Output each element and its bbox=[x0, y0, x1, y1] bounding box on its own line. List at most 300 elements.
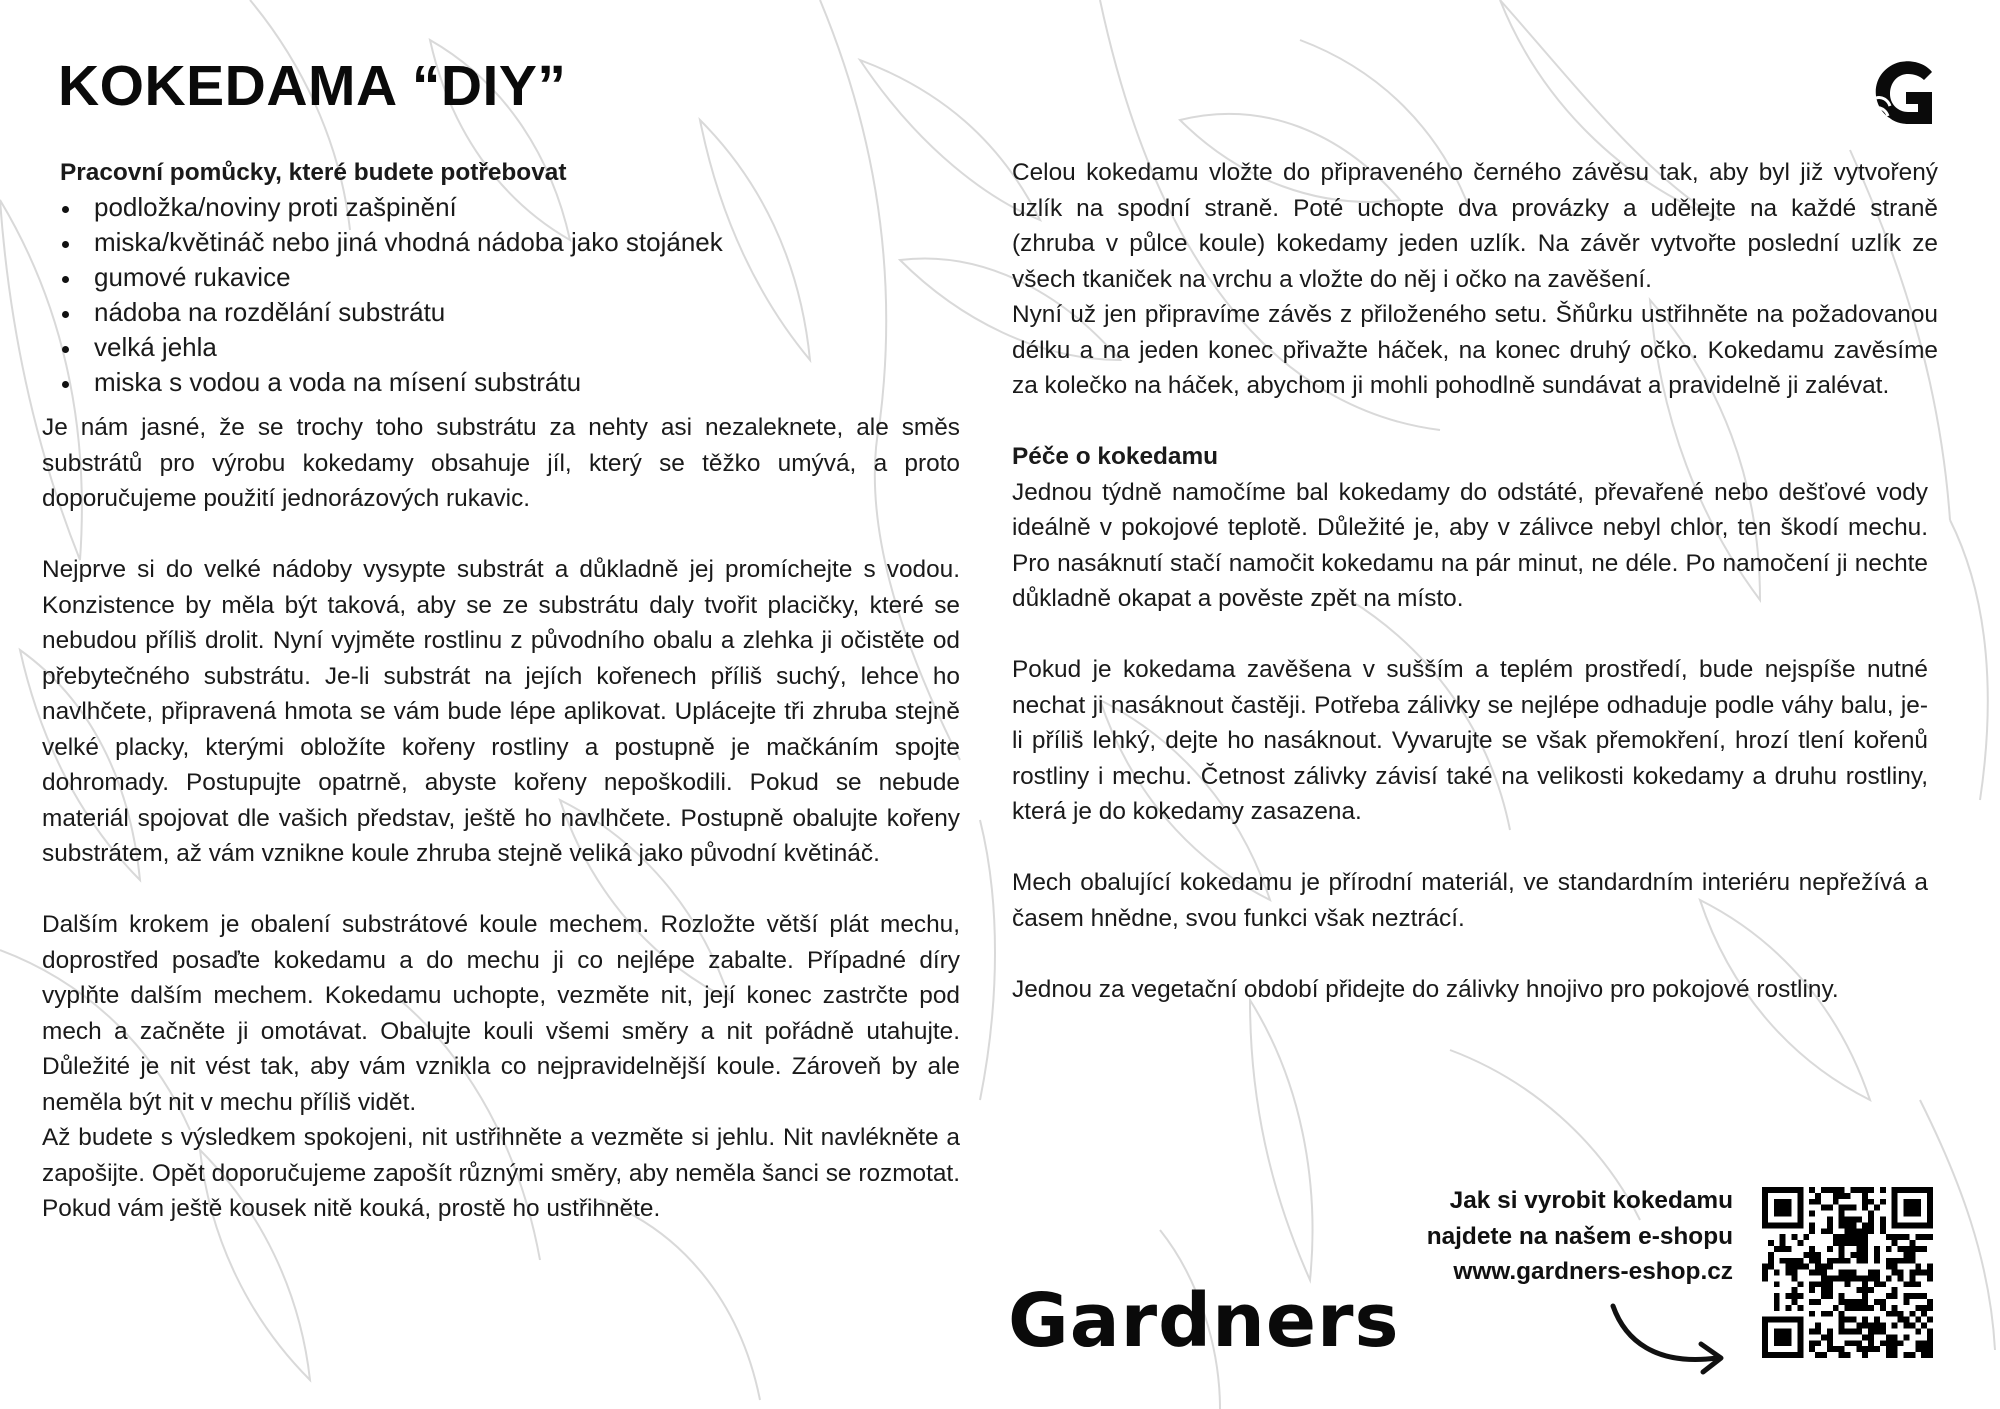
qr-module bbox=[1780, 1240, 1786, 1246]
qr-module bbox=[1821, 1334, 1827, 1340]
qr-module bbox=[1921, 1311, 1927, 1317]
qr-module bbox=[1856, 1234, 1862, 1240]
qr-module bbox=[1821, 1287, 1827, 1293]
qr-module bbox=[1886, 1334, 1892, 1340]
qr-module bbox=[1927, 1352, 1933, 1358]
qr-module bbox=[1821, 1187, 1827, 1193]
qr-module bbox=[1915, 1305, 1921, 1311]
qr-module bbox=[1862, 1323, 1868, 1329]
qr-module bbox=[1874, 1205, 1880, 1211]
qr-module bbox=[1862, 1246, 1868, 1252]
qr-module bbox=[1868, 1323, 1874, 1329]
qr-module bbox=[1909, 1293, 1915, 1299]
qr-module bbox=[1927, 1299, 1933, 1305]
qr-module bbox=[1839, 1246, 1845, 1252]
qr-module bbox=[1856, 1228, 1862, 1234]
qr-module bbox=[1880, 1216, 1886, 1222]
qr-module bbox=[1856, 1305, 1862, 1311]
qr-module bbox=[1833, 1199, 1839, 1205]
qr-module bbox=[1856, 1323, 1862, 1329]
qr-module bbox=[1845, 1258, 1851, 1264]
qr-module bbox=[1809, 1199, 1815, 1205]
qr-module bbox=[1892, 1258, 1898, 1264]
qr-module bbox=[1909, 1311, 1915, 1317]
tools-list-item: miska s vodou a voda na mísení substrátu bbox=[60, 365, 960, 400]
qr-module bbox=[1815, 1329, 1821, 1335]
qr-module bbox=[1856, 1299, 1862, 1305]
qr-module bbox=[1815, 1264, 1821, 1270]
qr-module bbox=[1839, 1240, 1845, 1246]
qr-module bbox=[1797, 1258, 1803, 1264]
qr-module bbox=[1827, 1187, 1833, 1193]
qr-module bbox=[1821, 1205, 1827, 1211]
qr-module bbox=[1827, 1264, 1833, 1270]
qr-module bbox=[1927, 1275, 1933, 1281]
qr-module bbox=[1904, 1317, 1910, 1323]
qr-module bbox=[1815, 1270, 1821, 1276]
qr-module bbox=[1791, 1270, 1797, 1276]
qr-module bbox=[1845, 1305, 1851, 1311]
qr-module bbox=[1845, 1222, 1851, 1228]
eshop-url[interactable]: www.gardners-eshop.cz bbox=[1453, 1258, 1733, 1285]
qr-module bbox=[1892, 1334, 1898, 1340]
qr-module bbox=[1868, 1305, 1874, 1311]
sewing-paragraph: Až budete s výsledkem spokojeni, nit ustřihněte a vezměte si jehlu. Nit navlékněte a zapošijte. Opět doporučujeme zapošít různými směry, aby neměla šanci se rozmotat. Pokud vám ještě kousek nitě kouká, prostě ho ustřihněte. bbox=[42, 1124, 960, 1222]
qr-module bbox=[1803, 1264, 1809, 1270]
qr-module bbox=[1927, 1305, 1933, 1311]
qr-module bbox=[1821, 1352, 1827, 1358]
qr-module bbox=[1821, 1270, 1827, 1276]
qr-module bbox=[1904, 1252, 1910, 1258]
qr-module bbox=[1850, 1317, 1856, 1323]
qr-module bbox=[1845, 1193, 1851, 1199]
qr-module bbox=[1791, 1275, 1797, 1281]
qr-module bbox=[1892, 1240, 1898, 1246]
qr-module bbox=[1909, 1246, 1915, 1252]
qr-module bbox=[1780, 1258, 1786, 1264]
qr-module bbox=[1880, 1228, 1886, 1234]
care-paragraph: Pokud je kokedama zavěšena v sušším a teplém prostředí, bude nejspíše nutné nechat ji nasáknout častěji. Potřeba zálivky se nejlépe odhaduje podle váhy balu, je-li příliš lehký, dejte ho nasáknout. Vyvarujte se však přemokření, hrozí tlení kořenů rostliny i mechu. Četnost zálivky závisí také na velikosti kokedamy a druhu rostliny, která je do kokedamy zasazena. bbox=[1012, 656, 1928, 825]
qr-module bbox=[1862, 1275, 1868, 1281]
qr-module bbox=[1921, 1323, 1927, 1329]
qr-module bbox=[1809, 1222, 1815, 1228]
qr-module bbox=[1886, 1352, 1892, 1358]
qr-module bbox=[1874, 1246, 1880, 1252]
qr-module bbox=[1774, 1293, 1780, 1299]
qr-module bbox=[1821, 1281, 1827, 1287]
qr-module bbox=[1909, 1270, 1915, 1276]
qr-module bbox=[1892, 1287, 1898, 1293]
qr-module bbox=[1839, 1252, 1845, 1258]
qr-module bbox=[1921, 1352, 1927, 1358]
qr-module bbox=[1839, 1222, 1845, 1228]
qr-module bbox=[1904, 1281, 1910, 1287]
qr-module bbox=[1809, 1329, 1815, 1335]
qr-module bbox=[1862, 1205, 1868, 1211]
qr-module bbox=[1927, 1234, 1933, 1240]
qr-module bbox=[1886, 1275, 1892, 1281]
curved-arrow-icon bbox=[1605, 1300, 1735, 1375]
care-paragraph: Mech obalující kokedamu je přírodní materiál, ve standardním interiéru nepřežívá a časem hnědne, svou funkci však neztrácí. bbox=[1012, 869, 1928, 932]
qr-module bbox=[1839, 1346, 1845, 1352]
qr-module bbox=[1833, 1234, 1839, 1240]
qr-module bbox=[1827, 1334, 1833, 1340]
qr-module bbox=[1862, 1352, 1868, 1358]
qr-module bbox=[1892, 1346, 1898, 1352]
qr-module bbox=[1791, 1234, 1797, 1240]
qr-module bbox=[1815, 1258, 1821, 1264]
qr-module bbox=[1833, 1240, 1839, 1246]
qr-module bbox=[1809, 1346, 1815, 1352]
qr-module bbox=[1886, 1258, 1892, 1264]
qr-module bbox=[1892, 1311, 1898, 1317]
qr-module bbox=[1868, 1329, 1874, 1335]
qr-module bbox=[1868, 1187, 1874, 1193]
qr-module bbox=[1886, 1293, 1892, 1299]
qr-module bbox=[1850, 1222, 1856, 1228]
qr-module bbox=[1815, 1299, 1821, 1305]
qr-module bbox=[1909, 1281, 1915, 1287]
qr-module bbox=[1803, 1252, 1809, 1258]
qr-module bbox=[1874, 1323, 1880, 1329]
qr-module bbox=[1791, 1287, 1797, 1293]
qr-module bbox=[1927, 1270, 1933, 1276]
qr-module bbox=[1821, 1293, 1827, 1299]
qr-module bbox=[1892, 1340, 1898, 1346]
qr-module bbox=[1809, 1252, 1815, 1258]
qr-module bbox=[1839, 1234, 1845, 1240]
qr-module bbox=[1927, 1346, 1933, 1352]
qr-module bbox=[1921, 1293, 1927, 1299]
qr-module bbox=[1856, 1287, 1862, 1293]
qr-module bbox=[1880, 1340, 1886, 1346]
qr-module bbox=[1927, 1329, 1933, 1335]
qr-module bbox=[1809, 1246, 1815, 1252]
qr-module bbox=[1921, 1305, 1927, 1311]
gardners-wordmark: Gardners bbox=[1008, 1278, 1400, 1364]
qr-module bbox=[1768, 1252, 1774, 1258]
qr-module bbox=[1774, 1246, 1780, 1252]
qr-module bbox=[1880, 1299, 1886, 1305]
qr-module bbox=[1874, 1329, 1880, 1335]
promo-line: Jak si vyrobit kokedamu bbox=[1449, 1187, 1733, 1214]
qr-module bbox=[1862, 1258, 1868, 1264]
qr-module bbox=[1809, 1211, 1815, 1217]
qr-module bbox=[1880, 1305, 1886, 1311]
qr-module bbox=[1786, 1258, 1792, 1264]
qr-module bbox=[1915, 1340, 1921, 1346]
qr-module bbox=[1762, 1264, 1768, 1270]
qr-module bbox=[1850, 1205, 1856, 1211]
qr-module bbox=[1833, 1187, 1839, 1193]
qr-module bbox=[1845, 1281, 1851, 1287]
qr-module bbox=[1915, 1329, 1921, 1335]
qr-module bbox=[1856, 1275, 1862, 1281]
qr-module bbox=[1845, 1216, 1851, 1222]
qr-module bbox=[1827, 1287, 1833, 1293]
qr-module bbox=[1921, 1234, 1927, 1240]
qr-module bbox=[1892, 1270, 1898, 1276]
qr-module bbox=[1833, 1275, 1839, 1281]
qr-module bbox=[1839, 1299, 1845, 1305]
qr-module bbox=[1827, 1228, 1833, 1234]
gardners-logo bbox=[1008, 1278, 1400, 1364]
qr-module bbox=[1839, 1216, 1845, 1222]
qr-module bbox=[1845, 1240, 1851, 1246]
qr-module bbox=[1815, 1199, 1821, 1205]
qr-module bbox=[1786, 1305, 1792, 1311]
qr-module bbox=[1850, 1234, 1856, 1240]
qr-module bbox=[1886, 1264, 1892, 1270]
qr-module bbox=[1839, 1323, 1845, 1329]
substrate-paragraph: Nejprve si do velké nádoby vysypte substrát a důkladně jej promíchejte s vodou. Konzistence by měla být taková, aby se ze substrátu daly tvořit placičky, které se nebudou příliš drolit. Nyní vyjměte rostlinu z původního obalu a zlehka ji očistěte od přebytečného substrátu. Je-li substrát na jejích kořenech příliš suchý, lehce ho navlhčete, připravená hmota se vám bude lépe aplikovat. Uplácejte tři zhruba stejně velké placky, kterými obložíte kořeny rostliny a postupně je mačkáním spojte dohromady. Postupujte opatrně, abyste kořeny nepoškodili. Pokud se nebude materiál spojovat dle vašich představ, ještě ho navlhčete. Postupně obalujte kořeny substrátem, až vám vznikne koule zhruba stejně veliká jako původní květináč. bbox=[42, 556, 960, 867]
qr-module bbox=[1880, 1329, 1886, 1335]
qr-module bbox=[1845, 1352, 1851, 1358]
qr-module bbox=[1915, 1293, 1921, 1299]
qr-module bbox=[1892, 1264, 1898, 1270]
qr-module bbox=[1791, 1299, 1797, 1305]
qr-module bbox=[1809, 1228, 1815, 1234]
qr-module bbox=[1874, 1275, 1880, 1281]
qr-module bbox=[1909, 1323, 1915, 1329]
qr-module bbox=[1874, 1270, 1880, 1276]
qr-module bbox=[1827, 1281, 1833, 1287]
tools-heading: Pracovní pomůcky, které budete potřebovat bbox=[60, 159, 567, 186]
qr-module bbox=[1839, 1205, 1845, 1211]
qr-finder bbox=[1904, 1199, 1922, 1217]
qr-module bbox=[1904, 1299, 1910, 1305]
qr-module bbox=[1809, 1311, 1815, 1317]
qr-module bbox=[1768, 1240, 1774, 1246]
qr-module bbox=[1892, 1323, 1898, 1329]
qr-module bbox=[1904, 1258, 1910, 1264]
qr-finder bbox=[1774, 1199, 1792, 1217]
qr-module bbox=[1898, 1258, 1904, 1264]
qr-module bbox=[1904, 1246, 1910, 1252]
qr-module bbox=[1868, 1334, 1874, 1340]
qr-module bbox=[1856, 1329, 1862, 1335]
qr-finder bbox=[1774, 1329, 1792, 1347]
promo-line: najdete na našem e-shopu bbox=[1426, 1222, 1733, 1250]
qr-module bbox=[1868, 1287, 1874, 1293]
qr-module bbox=[1868, 1275, 1874, 1281]
qr-module bbox=[1797, 1264, 1803, 1270]
qr-module bbox=[1904, 1352, 1910, 1358]
qr-module bbox=[1892, 1234, 1898, 1240]
qr-module bbox=[1868, 1270, 1874, 1276]
qr-module bbox=[1868, 1222, 1874, 1228]
qr-module bbox=[1762, 1275, 1768, 1281]
qr-module bbox=[1839, 1275, 1845, 1281]
qr-module bbox=[1839, 1329, 1845, 1335]
qr-module bbox=[1862, 1305, 1868, 1311]
qr-module bbox=[1862, 1287, 1868, 1293]
qr-module bbox=[1862, 1234, 1868, 1240]
tools-list-item: podložka/noviny proti zašpinění bbox=[60, 190, 960, 225]
qr-module bbox=[1809, 1287, 1815, 1293]
qr-module bbox=[1909, 1352, 1915, 1358]
qr-module bbox=[1815, 1352, 1821, 1358]
qr-module bbox=[1797, 1305, 1803, 1311]
qr-module bbox=[1856, 1252, 1862, 1258]
qr-module bbox=[1898, 1311, 1904, 1317]
qr-module bbox=[1880, 1199, 1886, 1205]
qr-module bbox=[1827, 1246, 1833, 1252]
qr-module bbox=[1833, 1258, 1839, 1264]
qr-module bbox=[1815, 1281, 1821, 1287]
qr-module bbox=[1874, 1346, 1880, 1352]
qr-module bbox=[1786, 1246, 1792, 1252]
qr-module bbox=[1815, 1323, 1821, 1329]
gardners-g-monogram-icon bbox=[1870, 58, 1942, 130]
tools-list bbox=[60, 190, 960, 400]
qr-module bbox=[1915, 1346, 1921, 1352]
qr-module bbox=[1868, 1199, 1874, 1205]
qr-module bbox=[1845, 1270, 1851, 1276]
qr-module bbox=[1862, 1334, 1868, 1340]
qr-module bbox=[1839, 1193, 1845, 1199]
qr-module bbox=[1827, 1216, 1833, 1222]
qr-module bbox=[1921, 1246, 1927, 1252]
qr-module bbox=[1886, 1346, 1892, 1352]
qr-module bbox=[1862, 1193, 1868, 1199]
qr-module bbox=[1839, 1187, 1845, 1193]
qr-module bbox=[1786, 1264, 1792, 1270]
qr-module bbox=[1856, 1340, 1862, 1346]
qr-module bbox=[1809, 1258, 1815, 1264]
qr-module bbox=[1850, 1329, 1856, 1335]
qr-module bbox=[1809, 1281, 1815, 1287]
qr-module bbox=[1862, 1281, 1868, 1287]
tools-list-item: gumové rukavice bbox=[60, 260, 960, 295]
qr-module bbox=[1850, 1240, 1856, 1246]
qr-module bbox=[1927, 1317, 1933, 1323]
qr-module bbox=[1886, 1246, 1892, 1252]
qr-module bbox=[1862, 1240, 1868, 1246]
qr-module bbox=[1880, 1281, 1886, 1287]
qr-module bbox=[1915, 1281, 1921, 1287]
qr-module bbox=[1833, 1305, 1839, 1311]
qr-module bbox=[1856, 1187, 1862, 1193]
qr-module bbox=[1915, 1234, 1921, 1240]
qr-module bbox=[1874, 1299, 1880, 1305]
qr-module bbox=[1774, 1270, 1780, 1276]
qr-code[interactable] bbox=[1762, 1187, 1933, 1358]
qr-module bbox=[1827, 1222, 1833, 1228]
qr-module bbox=[1815, 1252, 1821, 1258]
qr-module bbox=[1898, 1246, 1904, 1252]
qr-module bbox=[1850, 1305, 1856, 1311]
qr-module bbox=[1927, 1264, 1933, 1270]
qr-module bbox=[1845, 1234, 1851, 1240]
qr-module bbox=[1780, 1234, 1786, 1240]
qr-module bbox=[1904, 1293, 1910, 1299]
qr-module bbox=[1791, 1258, 1797, 1264]
qr-module bbox=[1762, 1270, 1768, 1276]
moss-paragraph: Dalším krokem je obalení substrátové koule mechem. Rozložte větší plát mechu, doprostřed posaďte kokedamu a do mechu ji co nejlépe zabalte. Případné díry vyplňte dalším mechem. Kokedamu uchopte, vezměte nit, její konec zastrčte pod mech a začněte ji omotávat. Obalujte kouli všemi směry a nit pořádně utahujte. Důležité je nit vést tak, aby vám vznikla co nejpravidelnější koule. Zároveň by ale neměla být nit v mechu příliš vidět. bbox=[42, 911, 960, 1116]
qr-module bbox=[1850, 1187, 1856, 1193]
qr-module bbox=[1809, 1340, 1815, 1346]
qr-module bbox=[1904, 1334, 1910, 1340]
qr-module bbox=[1845, 1329, 1851, 1335]
qr-module bbox=[1862, 1293, 1868, 1299]
qr-module bbox=[1827, 1275, 1833, 1281]
qr-module bbox=[1909, 1275, 1915, 1281]
qr-module bbox=[1909, 1258, 1915, 1264]
qr-module bbox=[1845, 1317, 1851, 1323]
qr-module bbox=[1874, 1258, 1880, 1264]
tools-list-item: miska/květináč nebo jiná vhodná nádoba jako stojánek bbox=[60, 225, 960, 260]
qr-module bbox=[1833, 1193, 1839, 1199]
qr-module bbox=[1827, 1346, 1833, 1352]
qr-module bbox=[1915, 1246, 1921, 1252]
qr-module bbox=[1868, 1346, 1874, 1352]
qr-module bbox=[1827, 1293, 1833, 1299]
qr-module bbox=[1868, 1216, 1874, 1222]
gloves-paragraph: Je nám jasné, že se trochy toho substrátu za nehty asi nezaleknete, ale směs substrátů pro výrobu kokedamy obsahuje jíl, který se těžko umývá, a proto doporučujeme použití jednorázových rukavic. bbox=[42, 414, 960, 512]
care-section bbox=[1012, 439, 1928, 1007]
qr-module bbox=[1845, 1205, 1851, 1211]
qr-module bbox=[1821, 1264, 1827, 1270]
qr-module bbox=[1909, 1240, 1915, 1246]
qr-module bbox=[1827, 1329, 1833, 1335]
qr-module bbox=[1850, 1275, 1856, 1281]
qr-module bbox=[1880, 1222, 1886, 1228]
qr-module bbox=[1898, 1340, 1904, 1346]
qr-module bbox=[1845, 1299, 1851, 1305]
qr-module bbox=[1862, 1252, 1868, 1258]
qr-module bbox=[1850, 1340, 1856, 1346]
qr-module bbox=[1862, 1187, 1868, 1193]
qr-module bbox=[1892, 1352, 1898, 1358]
qr-module bbox=[1791, 1293, 1797, 1299]
left-column bbox=[42, 155, 960, 1227]
qr-module bbox=[1839, 1352, 1845, 1358]
qr-module bbox=[1768, 1264, 1774, 1270]
qr-module bbox=[1827, 1205, 1833, 1211]
qr-module bbox=[1774, 1299, 1780, 1305]
qr-module bbox=[1856, 1246, 1862, 1252]
qr-module bbox=[1774, 1305, 1780, 1311]
care-paragraph: Jednou týdně namočíme bal kokedamy do odstáté, převařené nebo dešťové vody ideálně v pokojové teplotě. Důležité je, aby v zálivce nebyl chlor, ten škodí mechu. Pro nasáknutí stačí namočit kokedamu na pár minut, ne déle. Po namočení ji nechte důkladně okapat a pověste zpět na místo. bbox=[1012, 478, 1928, 612]
qr-module bbox=[1898, 1234, 1904, 1240]
qr-module bbox=[1815, 1340, 1821, 1346]
qr-module bbox=[1809, 1299, 1815, 1305]
qr-module bbox=[1915, 1317, 1921, 1323]
qr-module bbox=[1839, 1258, 1845, 1264]
qr-module bbox=[1892, 1305, 1898, 1311]
qr-module bbox=[1821, 1275, 1827, 1281]
tools-list-item: nádoba na rozdělání substrátu bbox=[60, 295, 960, 330]
qr-module bbox=[1921, 1340, 1927, 1346]
qr-module bbox=[1868, 1228, 1874, 1234]
qr-module bbox=[1827, 1258, 1833, 1264]
qr-module bbox=[1839, 1317, 1845, 1323]
qr-module bbox=[1892, 1293, 1898, 1299]
qr-module bbox=[1862, 1299, 1868, 1305]
care-heading: Péče o kokedamu bbox=[1012, 443, 1219, 470]
qr-module bbox=[1856, 1216, 1862, 1222]
qr-module bbox=[1880, 1187, 1886, 1193]
qr-module bbox=[1886, 1340, 1892, 1346]
qr-module bbox=[1921, 1270, 1927, 1276]
qr-module bbox=[1833, 1346, 1839, 1352]
tools-list-item: velká jehla bbox=[60, 330, 960, 365]
eshop-promo bbox=[1320, 1183, 1733, 1290]
qr-module bbox=[1821, 1228, 1827, 1234]
qr-module bbox=[1874, 1252, 1880, 1258]
qr-module bbox=[1886, 1234, 1892, 1240]
